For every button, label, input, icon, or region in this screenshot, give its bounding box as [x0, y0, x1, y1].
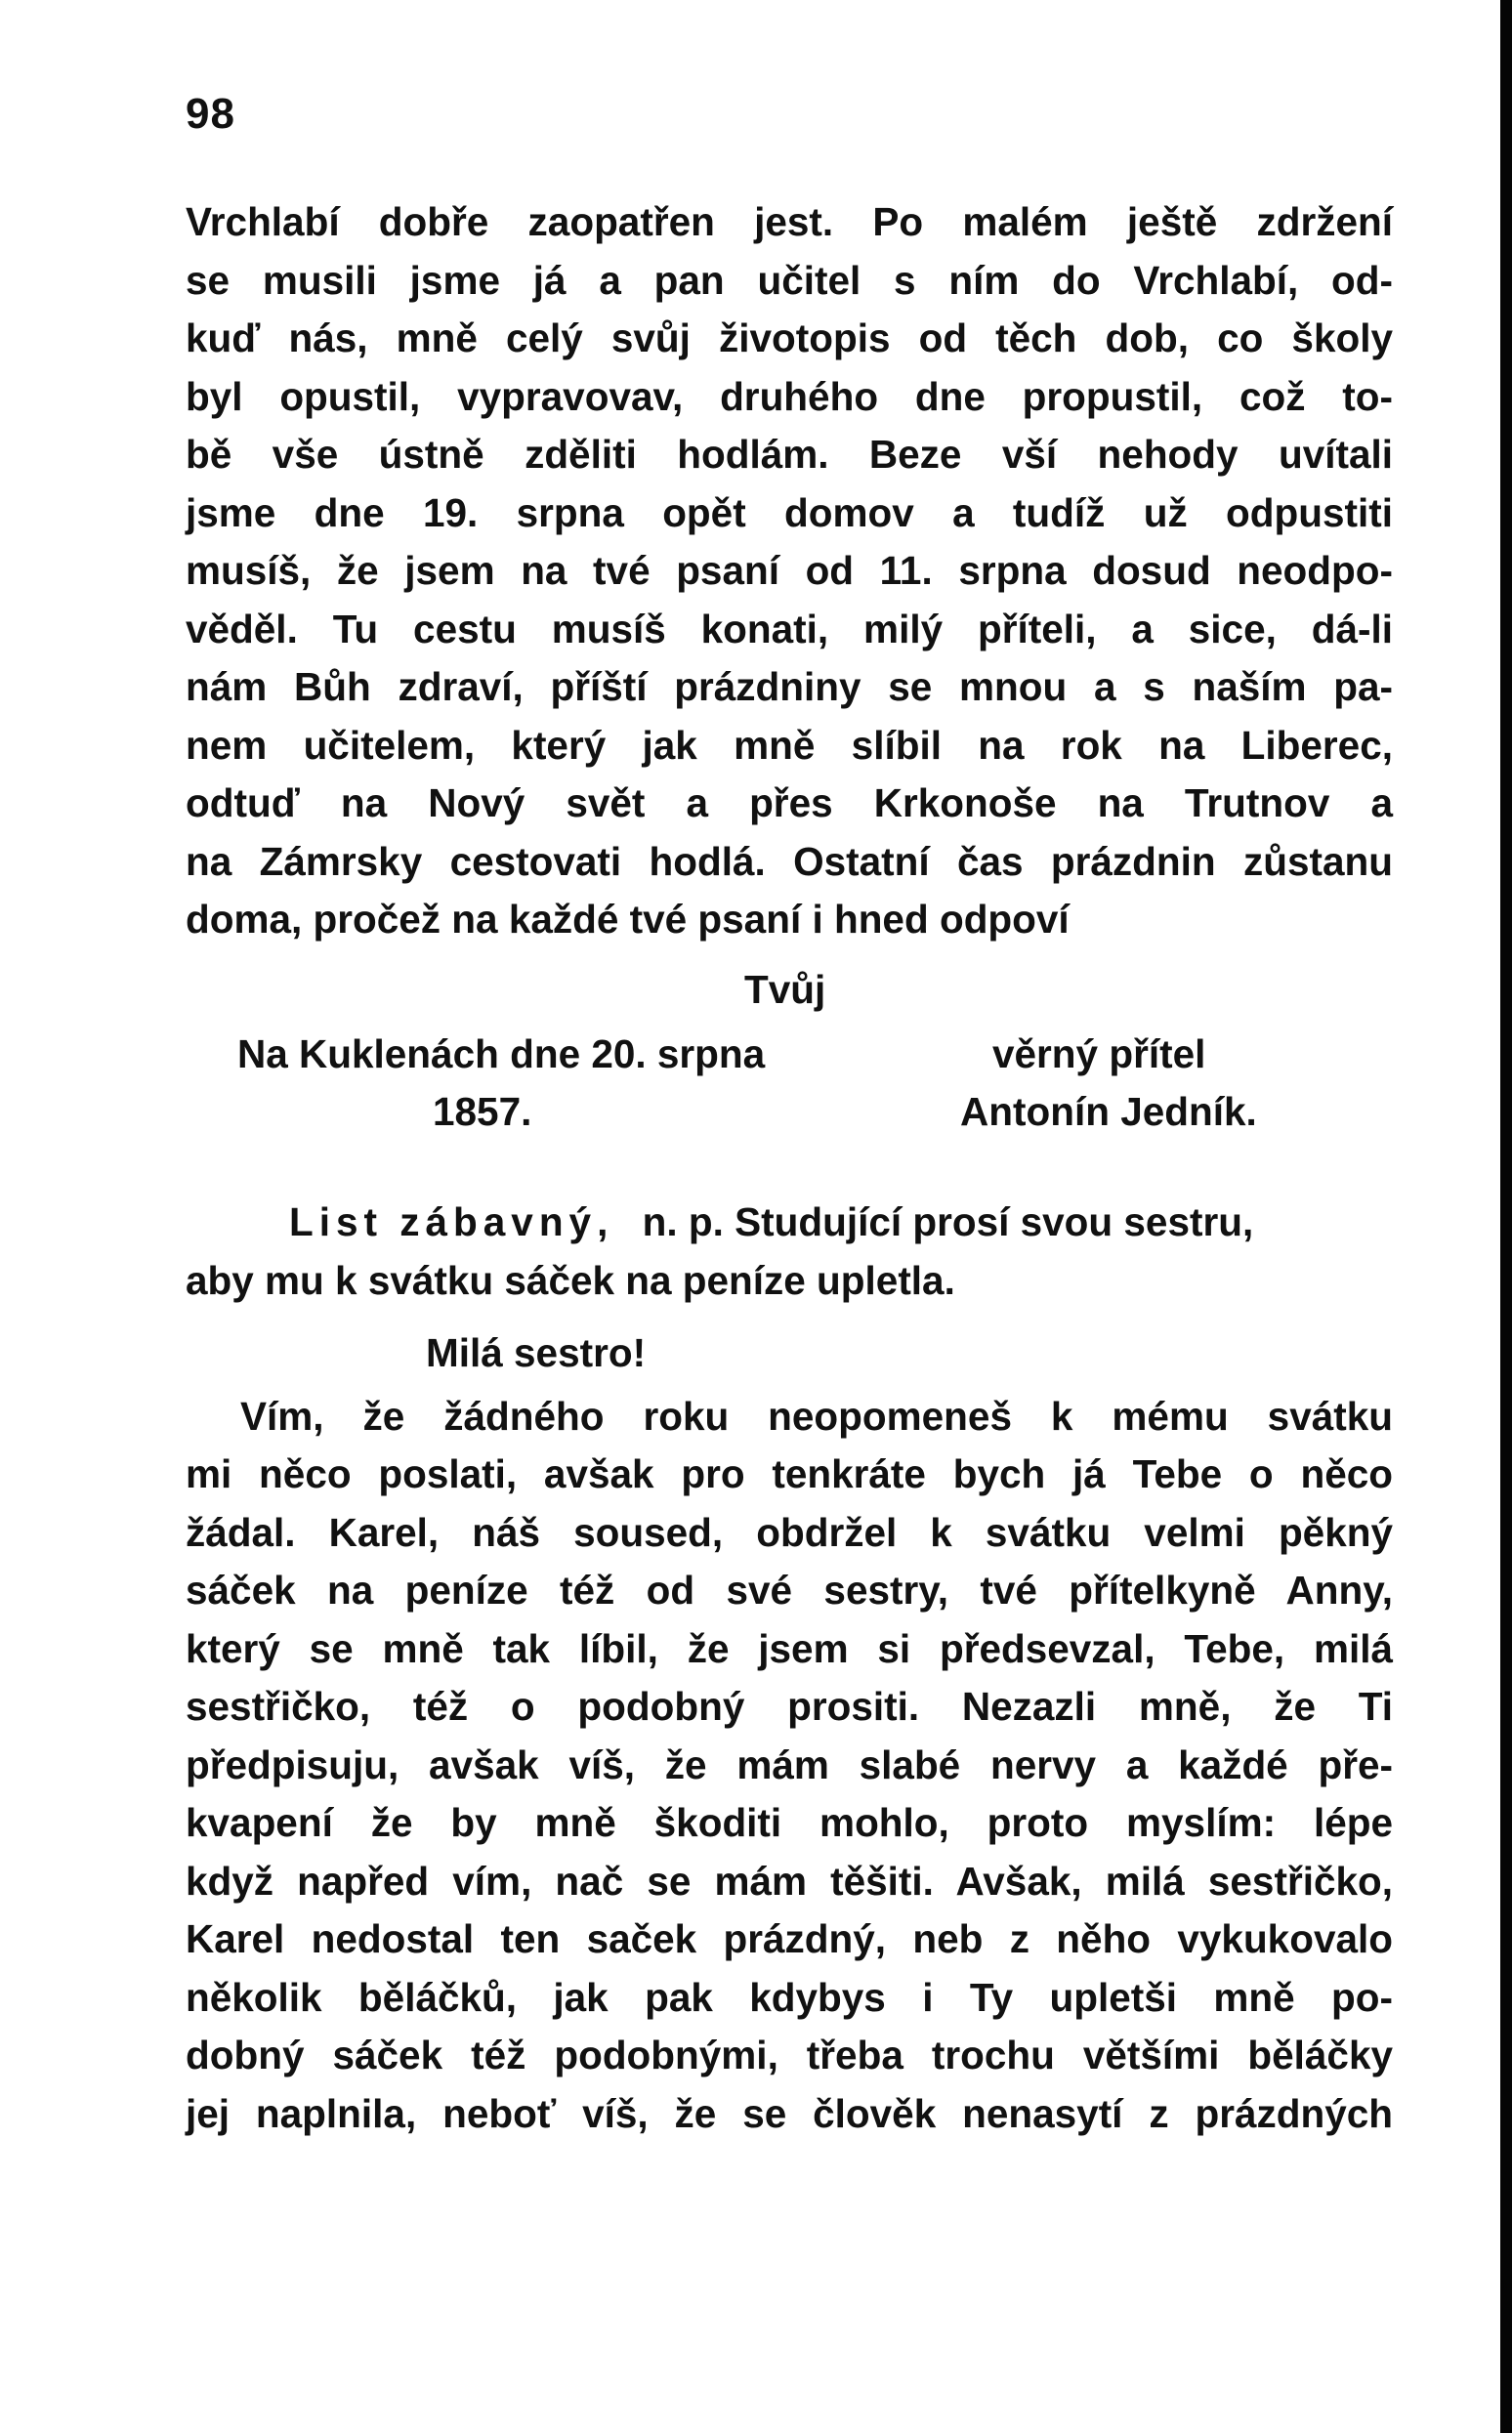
text-line: musíš, že jsem na tvé psaní od 11. srpna dosud neodpo- [186, 548, 1393, 593]
letter2-body [186, 1446, 1393, 2143]
place-date: Na Kuklenách dne 20. srpna [237, 1031, 766, 1076]
signature: Antonín Jedník. [960, 1089, 1257, 1134]
text-line: Vrchlabí dobře zaopatřen jest. Po malém ještě zdržení [186, 199, 1393, 244]
text-line: odtuď na Nový svět a přes Krkonoše na Trutnov a [186, 780, 1393, 825]
text-line: kvapení že by mně škoditi mohlo, proto myslím: lépe [186, 1800, 1393, 1845]
text-line: jsme dne 19. srpna opět domov a tudíž už odpustiti [186, 489, 1393, 535]
text-line: nem učitelem, který jak mně slíbil na rok na Liberec, [186, 722, 1393, 768]
text-line: několik běláčků, jak pak kdybys i Ty upletši mně po- [186, 1974, 1393, 2020]
text-line: mi něco poslati, avšak pro tenkráte bych já Tebe o něco [186, 1451, 1393, 1496]
page-number: 98 [186, 90, 235, 138]
text-line: věděl. Tu cestu musíš konati, milý příteli, a sice, dá-li [186, 606, 1393, 651]
heading-subtitle: n. p. Studující prosí svou sestru, [642, 1199, 1254, 1244]
text-line-last: doma, pročež na každé tvé psaní i hned odpoví [186, 897, 1070, 942]
closing-friend: věrný přítel [992, 1031, 1206, 1076]
text-line: se musili jsme já a pan učitel s ním do Vrchlabí, od- [186, 257, 1393, 303]
heading-title: List zábavný, [289, 1199, 614, 1244]
text-line: bě vše ústně zděliti hodlám. Beze vší nehody uvítali [186, 432, 1393, 477]
text-line: žádal. Karel, náš soused, obdržel k svátku velmi pěkný [186, 1509, 1393, 1555]
text-line: Vím, že žádného roku neopomeneš k mému svátku [240, 1394, 1393, 1439]
letter2-heading [289, 1199, 1253, 1245]
text-line: nám Bůh zdraví, příští prázdniny se mnou a s naším pa- [186, 664, 1393, 709]
text-line: kuď nás, mně celý svůj životopis od těch dob, co školy [186, 315, 1393, 360]
text-line: Karel nedostal ten saček prázdný, neb z něho vykukovalo [186, 1916, 1393, 1961]
text-line: předpisuju, avšak víš, že mám slabé nervy a každé pře- [186, 1741, 1393, 1787]
text-line: jej naplnila, neboť víš, že se člověk nenasytí z prázdných [186, 2090, 1393, 2136]
text-line: byl opustil, vypravovav, druhého dne propustil, což to- [186, 373, 1393, 419]
text-line: který se mně tak líbil, že jsem si předsevzal, Tebe, milá [186, 1625, 1393, 1671]
letter1-body [186, 193, 1393, 949]
page-edge-border [1500, 0, 1512, 2433]
text-line: sáček na peníze též od své sestry, tvé přítelkyně Anny, [186, 1568, 1393, 1613]
text-line: dobný sáček též podobnými, třeba trochu většími běláčky [186, 2033, 1393, 2077]
closing-word: Tvůj [744, 967, 826, 1012]
text-line: na Zámrsky cestovati hodlá. Ostatní čas prázdnin zůstanu [186, 838, 1393, 884]
text-line: sestřičko, též o podobný prositi. Nezazli mně, že Ti [186, 1684, 1393, 1729]
text-line: když napřed vím, nač se mám těšiti. Avšak, milá sestřičko, [186, 1858, 1393, 1904]
year: 1857. [433, 1089, 532, 1134]
salutation: Milá sestro! [426, 1330, 647, 1375]
heading-line2: aby mu k svátku sáček na peníze upletla. [186, 1258, 955, 1303]
letter2-first-line-wrap [240, 1388, 1393, 1447]
